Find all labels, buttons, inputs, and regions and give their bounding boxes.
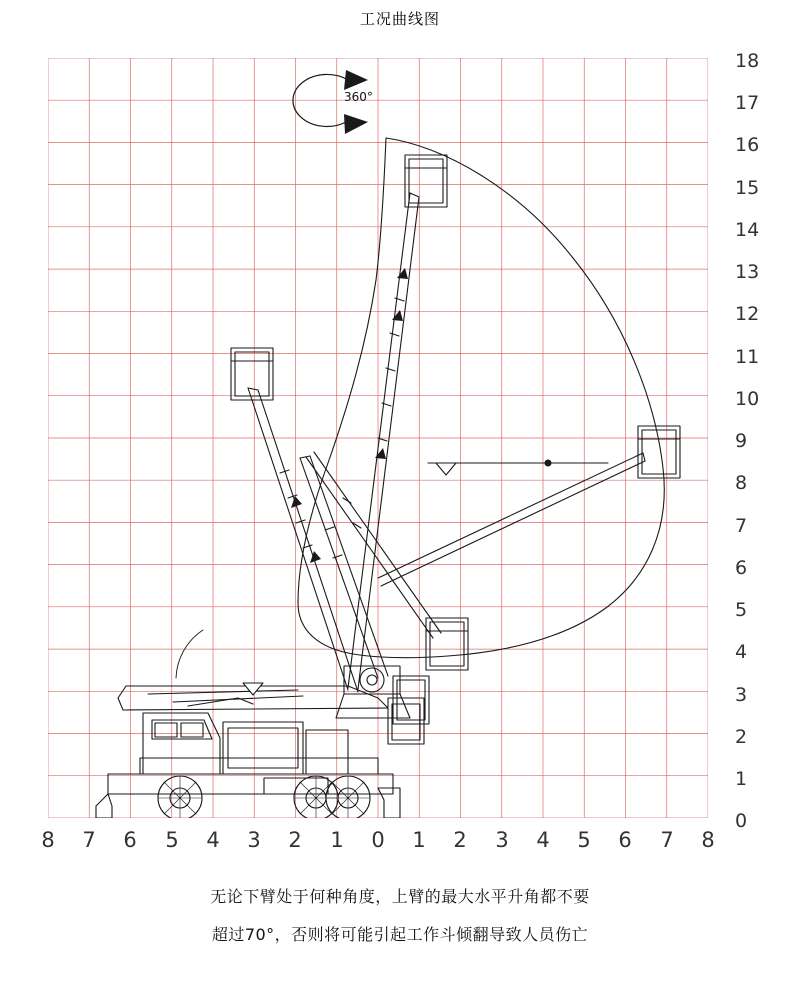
y-tick: 6 <box>735 557 748 579</box>
y-tick: 1 <box>735 768 748 790</box>
y-tick: 7 <box>735 515 748 537</box>
rotation-arrow-top <box>344 70 368 90</box>
x-tick: 3 <box>495 828 509 852</box>
boom-configuration-mid <box>300 452 468 678</box>
y-axis-labels <box>735 50 775 832</box>
x-tick: 8 <box>41 828 55 852</box>
working-envelope-curve <box>298 138 664 658</box>
boom-configuration-right <box>378 426 680 586</box>
x-tick: 6 <box>618 828 632 852</box>
boom-configuration-left <box>176 348 358 692</box>
rotation-label: 360° <box>344 90 373 104</box>
y-tick: 18 <box>735 50 760 72</box>
y-tick: 2 <box>735 726 748 748</box>
y-tick: 15 <box>735 177 760 199</box>
y-tick: 0 <box>735 810 748 832</box>
y-tick: 3 <box>735 684 748 706</box>
work-basket-right <box>638 426 680 478</box>
y-tick: 9 <box>735 430 748 452</box>
boom-stowed <box>118 676 429 724</box>
y-tick: 11 <box>735 346 760 368</box>
warning-note-line1: 无论下臂处于何种角度，上臂的最大水平升角都不要 <box>210 887 590 906</box>
plot-area <box>48 58 708 818</box>
x-tick: 7 <box>660 828 674 852</box>
y-tick: 8 <box>735 472 748 494</box>
x-tick: 1 <box>330 828 344 852</box>
y-tick: 12 <box>735 303 760 325</box>
y-tick: 14 <box>735 219 760 241</box>
boom-configuration-high <box>348 155 447 689</box>
rotation-arrow-bottom <box>344 114 368 134</box>
work-basket-top <box>405 155 447 207</box>
page-title: 工况曲线图 <box>359 10 440 28</box>
work-basket-mid <box>426 618 468 670</box>
x-tick: 7 <box>82 828 96 852</box>
truck <box>88 713 448 818</box>
work-basket-left <box>231 348 273 400</box>
y-tick: 10 <box>735 388 760 410</box>
x-tick: 3 <box>247 828 261 852</box>
y-tick: 13 <box>735 261 760 283</box>
y-tick: 16 <box>735 134 760 156</box>
x-tick: 6 <box>123 828 137 852</box>
x-tick: 2 <box>288 828 302 852</box>
y-tick: 5 <box>735 599 748 621</box>
x-tick: 0 <box>371 828 385 852</box>
warning-note-line2: 超过70°，否则将可能引起工作斗倾翻导致人员伤亡 <box>211 925 589 944</box>
y-tick: 17 <box>735 92 760 114</box>
x-tick: 5 <box>577 828 591 852</box>
x-tick: 8 <box>701 828 715 852</box>
y-tick: 4 <box>735 641 748 663</box>
x-tick: 1 <box>412 828 426 852</box>
x-tick: 4 <box>206 828 220 852</box>
rotation-arc <box>293 74 348 126</box>
x-tick: 5 <box>165 828 179 852</box>
x-axis-labels <box>20 828 740 858</box>
x-tick: 4 <box>536 828 550 852</box>
x-tick: 2 <box>453 828 467 852</box>
machine-drawing <box>48 58 708 818</box>
